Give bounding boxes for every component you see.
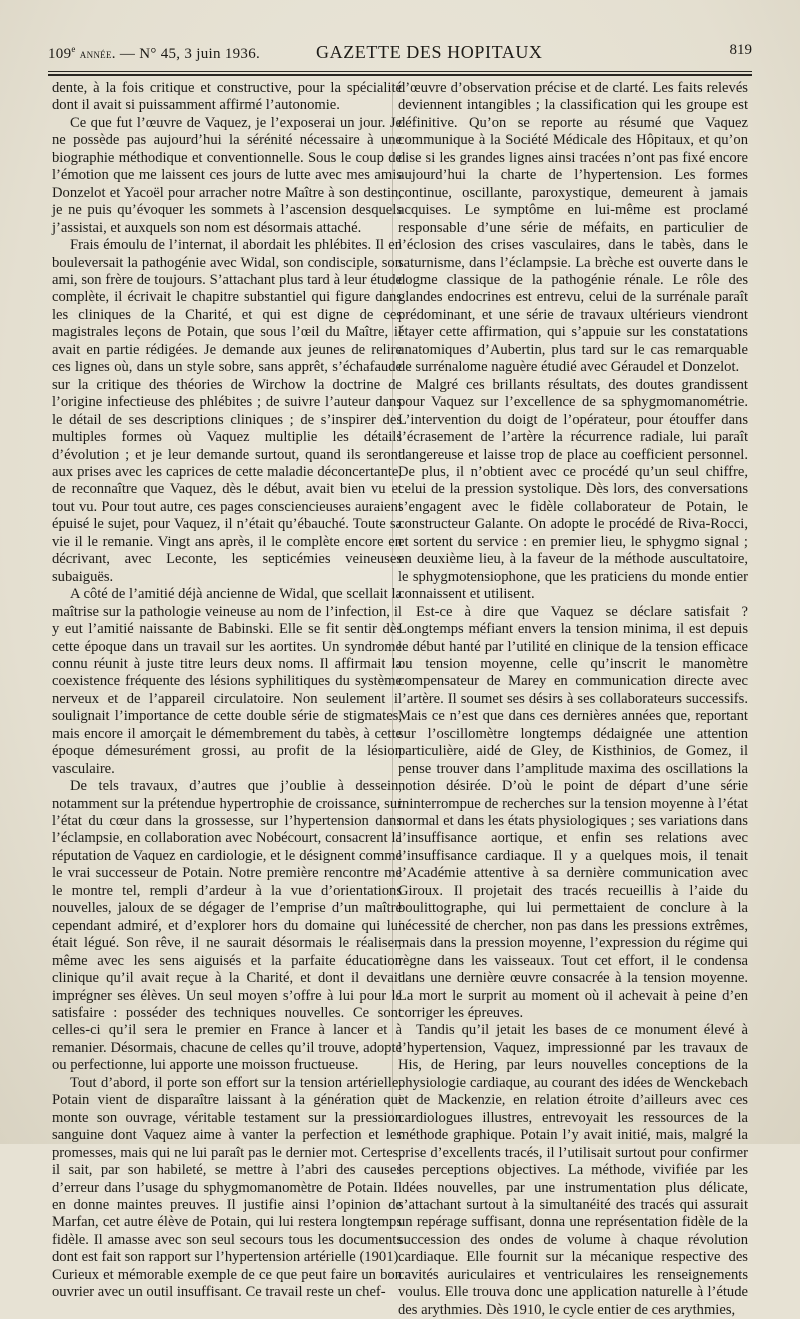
- paragraph: Ce que fut l’œuvre de Vaquez, je l’exposerai un jour. Je ne possède pas aujourd’hui la sérénité nécessaire à une biographie méthodique et conventionnelle. Sous le coup de l’émotion que me laissent ces jours de lutte avec mes amis Donzelot et Yacoël pour arracher notre Maître à son destin, je ne puis qu’évoquer les sommets à l’ascension desquels j’assistai, et auxquels son nom est désormais attaché.: [52, 114, 402, 236]
- paragraph: Tandis qu’il jetait les bases de ce monument élevé à l’hypertension, Vaquez, impressionné par les travaux de His, de Hering, par leurs nouvelles conceptions de la physiologie cardiaque, au courant des idées de Wenckebach et de Mackenzie, en relation étroite d’ailleurs avec ces cardiologues illustres, entrevoyait les ressources de la méthode graphique. Potain l’y avait initié, mais, malgré la prise d’excellents tracés, il l’utilisait surtout pour confirmer les perceptions objectives. La méthode, vivifiée par les idées nouvelles, par une instrumentation plus délicate, s’attachant surtout à la simultanéité des tracés qui assurait un repérage suffisant, donna une représentation fidèle de la succession des ondes de volume à chaque révolution cardiaque. Elle fournit sur la mécanique respective des cavités auriculaires et ventriculaires les renseignements voulus. Elle trouva donc une application naturelle à l’étude des arythmies. Dès 1910, le cycle entier de ces arythmies,: [398, 1022, 748, 1318]
- left-column: [52, 80, 402, 1301]
- column-divider: [392, 82, 393, 1122]
- paragraph: Malgré ces brillants résultats, des doutes grandissent pour Vaquez sur l’excellence de sa sphygmomanométrie. L’intervention du doigt de l’opérateur, pour étouffer dans l’écrasement de l’artère la récurrence radiale, lui paraît dangereuse et laisse trop de place au coefficient personnel. De plus, il n’obtient avec ce procédé qu’un seul chiffre, celui de la pression systolique. Dès lors, des conversations s’engagent avec le fidèle collaborateur de Potain, le constructeur Galante. On adopte le procédé de Riva-Rocci, et sortent du service : en premier lieu, le sphygmo signal ; en deuxième lieu, à la faveur de la méthode auscultatoire, le sphygmotensiophone, que les praticiens du monde entier connaissent et utilisent.: [398, 376, 748, 603]
- header-rule-thick: [48, 74, 752, 76]
- page-number: 819: [729, 42, 752, 58]
- paragraph: De tels travaux, d’autres que j’oublie à dessein, notamment sur la prétendue hypertrophie de croissance, sur l’état du cœur dans la grossesse, sur l’hypertension dans l’éclampsie, en collaboration avec Nobécourt, consacrent la réputation de Vaquez en cardiologie, et le désignent comme le vrai successeur de Potain. Notre première rencontre me le montre tel, rempli d’ardeur à la vue d’orientations nouvelles, jaloux de se dégager de l’emprise d’un maître cependant admiré, et d’explorer hors du domaine qui lui était légué. Son rêve, il ne saurait désormais le réaliser, même avec les sens aiguisés et la parfaite éducation clinique qu’il avait reçue à la Charité, et dont il devait imprégner ses élèves. Un seul moyen s’offre à lui pour le satisfaire : posséder des techniques nouvelles. Ce sont celles-ci qu’il sera le premier en France à lancer et à remanier. Désormais, chacune de celles qu’il trouve, adopte ou perfectionne, lui apporte une moisson fructueuse.: [52, 778, 402, 1074]
- paragraph: A côté de l’amitié déjà ancienne de Widal, que scellait la maîtrise sur la pathologie veineuse au nom de l’infection, il y eut l’amitié naissante de Babinski. Elle se fit sentir dès cette époque dans un travail sur les aortites. Un syndrome connu réunit à juste titre leurs deux noms. Il affirmait la coexistence fréquente des lésions syphilitiques du système nerveux et de l’appareil circulatoire. Non seulement il soulignait l’importance de cette double série de stigmates, mais encore il amorçait le démembrement du tabès, à cette époque démesurément grossi, au profit de la lésion vasculaire.: [52, 586, 402, 777]
- paragraph: Est-ce à dire que Vaquez se déclare satisfait ? Longtemps méfiant envers la tension minima, il est depuis le début hanté par l’utilité en clinique de la tension efficace ou tension moyenne, celle qu’inscrit le manomètre compensateur de Marey en communication directe avec l’artère. Il soumet ses désirs à ses collaborateurs successifs. Mais ce n’est que dans ces dernières années que, reportant sur l’oscillomètre longtemps dédaignée une attention particulière, aidé de Gley, de Kisthinios, de Gomez, il pense trouver dans l’amplitude maxima des oscillations la notion désirée. D’où le point de départ d’une série ininterrompue de recherches sur la tension moyenne à l’état normal et dans les états physiologiques ; ses variations dans l’insuffisance aortique, et enfin ses relations avec l’insuffisance cardiaque. Il y a quelques mois, il tenait l’Académie attentive à sa dernière communication avec Giroux. Il projetait des tracés recueillis à l’aide du boulittographe, qui lui permettaient de conclure à la nécessité de chercher, non pas dans les pressions extrêmes, mais dans la pression moyenne, l’expression du régime qui règne dans les vaisseaux. Tout cet effort, il le condensa dans une dernière œuvre consacrée à la tension moyenne. La mort le surprit au moment où il achevait à peine d’en corriger les épreuves.: [398, 603, 748, 1022]
- paragraph: Tout d’abord, il porte son effort sur la tension artérielle. Potain vient de disparaître laissant à la génération qui monte son ouvrage, véritable testament sur la pression sanguine dont Vaquez aime à vanter la perfection et les promesses, mais qui ne lui paraît pas le dernier mot. Certes, il sait, par son habileté, se mettre à l’abri des causes d’erreur dans l’usage du sphygmomanomètre de Potain. Il en donne maintes preuves. Il justifie ainsi l’opinion de Marfan, cet autre élève de Potain, qui lui restera longtemps fidèle. Il amasse avec son seul secours tous les documents dont est fait son rapport sur l’hypertension artérielle (1901). Curieux et mémorable exemple de ce que peut faire un bon ouvrier avec un outil insuffisant. Ce travail reste un chef-: [52, 1074, 402, 1301]
- issue-year-word: année: [79, 46, 112, 61]
- header-rule-thin: [48, 71, 752, 72]
- issue-date: . — N° 45, 3 juin 1936.: [111, 46, 261, 62]
- paragraph: Frais émoulu de l’internat, il abordait les phlébites. Il en bouleversait la pathogénie avec Widal, son condisciple, son ami, son frère de toujours. S’attachant plus tard à leur étude complète, il écrivait le chapitre substantiel qui figure dans les cliniques de la Charité, et qui est digne de ces magistrales leçons de Potain, que sous l’œil du Maître, il avait en partie rédigées. Je demande aux jeunes de relire ces lignes où, dans un style sobre, sans apprêt, s’échafaude sur la critique des théories de Wirchow la doctrine de l’origine infectieuse des phlébites ; de suivre l’auteur dans le détail de ses descriptions cliniques ; de s’inspirer des multiples formes où Vaquez multiplie les détails d’évolution ; et je leur demande surtout, quand ils seront aux prises avec les caprices de cette maladie déconcertante, de reconnaître que Vaquez, dès le début, avait bien vu et tout vu. Pour tout autre, ces pages consciencieuses auraient épuisé le sujet, pour Vaquez, il n’était qu’ébauché. Toute sa vie il le remanie. Vingt ans après, il le complète encore en décrivant, avec Leconte, les septicémies veineuses subaiguës.: [52, 237, 402, 585]
- paragraph: dente, à la fois critique et constructive, pour la spécialité dont il avait si puissamment affirmé l’autonomie.: [52, 80, 402, 114]
- issue-number-suffix: e: [71, 44, 76, 54]
- issue-info: [48, 44, 260, 63]
- journal-title: GAZETTE DES HOPITAUX: [316, 42, 543, 62]
- page-header: [48, 40, 752, 66]
- paragraph: d’œuvre d’observation précise et de clarté. Les faits relevés deviennent intangibles ; la classification qui les groupe est définitive. Qu’on se reporte au résumé que Vaquez communique à la Société Médicale des Hôpitaux, et qu’on dise si les grandes lignes ainsi tracées n’ont pas fixé encore aujourd’hui la charte de l’hypertension. Les formes continue, oscillante, paroxystique, demeurent à jamais acquises. Le symptôme en lui-même est proclamé responsable d’une série de méfaits, en particulier de l’éclosion des crises vasculaires, dans le tabès, dans le saturnisme, dans l’éclampsie. La brèche est ouverte dans le dogme classique de la pathogénie rénale. Le rôle des glandes endocrines est entrevu, celui de la surrénale paraît prédominant, et une série de travaux ultérieurs viendront étayer cette affirmation, qui s’appuie sur les constatations anatomiques d’Aubertin, plus tard sur le cas remarquable de surrénalome naguère étudié avec Géraudel et Donzelot.: [398, 80, 748, 376]
- issue-number: 109: [48, 46, 72, 62]
- right-column: [398, 80, 748, 1318]
